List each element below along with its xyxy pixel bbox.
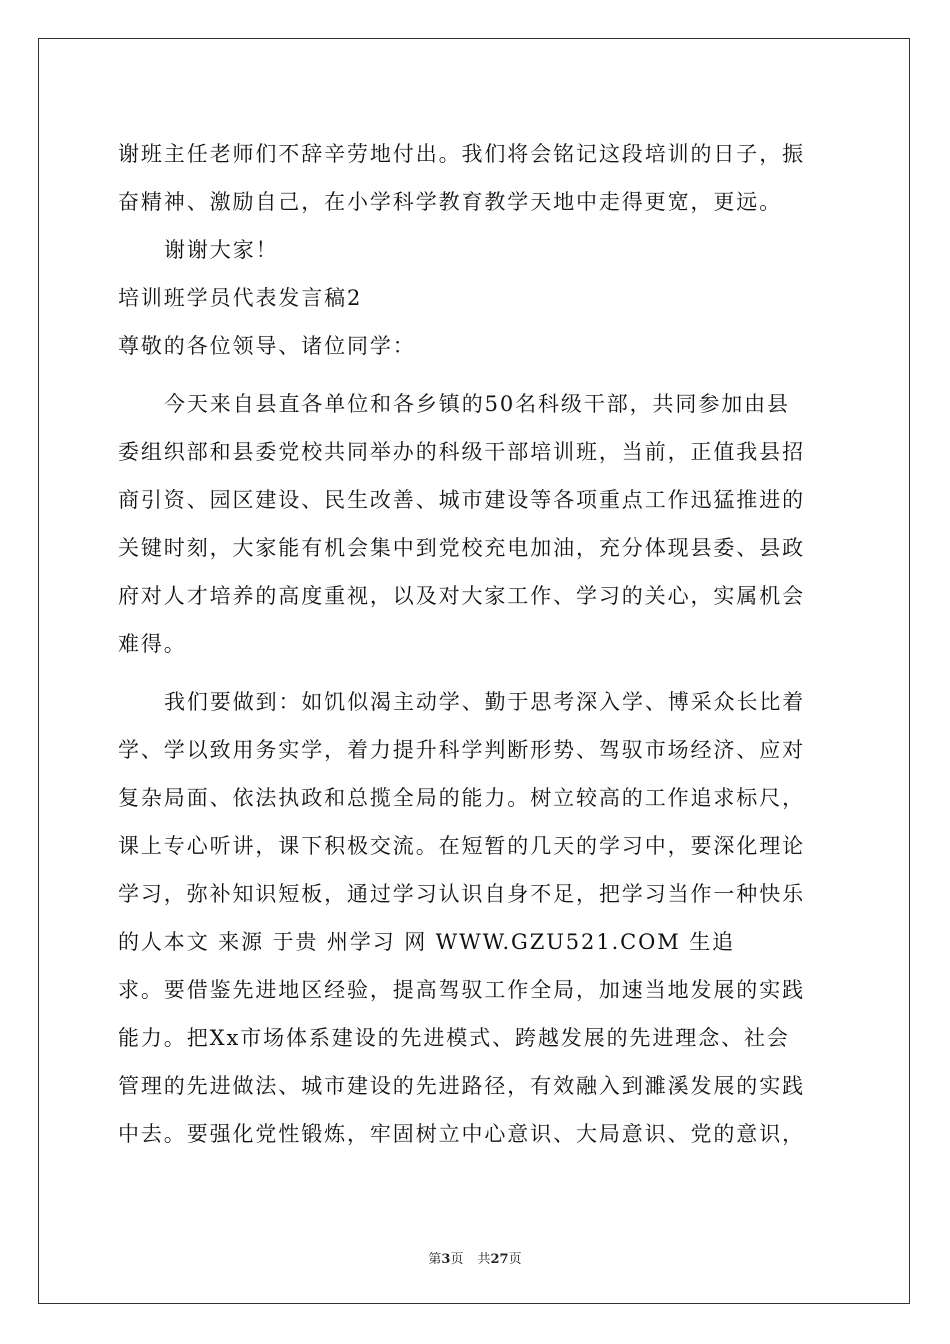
paragraph-line: 中去。要强化党性锻炼，牢固树立中心意识、大局意识、党的意识， <box>118 1122 805 1146</box>
paragraph-line: 商引资、园区建设、民生改善、城市建设等各项重点工作迅猛推进的 <box>118 488 805 512</box>
page-footer <box>0 1248 950 1267</box>
paragraph-line: 谢班主任老师们不辞辛劳地付出。我们将会铭记这段培训的日子，振 <box>118 142 805 166</box>
paragraph-line: 能力。把Xx市场体系建设的先进模式、跨越发展的先进理念、社会 <box>118 1026 790 1050</box>
section-title: 培训班学员代表发言稿2 <box>118 286 363 310</box>
paragraph-line: 我们要做到：如饥似渴主动学、勤于思考深入学、博采众长比着 <box>164 690 806 714</box>
paragraph-line: 学习，弥补知识短板，通过学习认识自身不足，把学习当作一种快乐 <box>118 882 805 906</box>
paragraph-line: 府对人才培养的高度重视，以及对大家工作、学习的关心，实属机会 <box>118 584 805 608</box>
paragraph-line: 奋精神、激励自己，在小学科学教育教学天地中走得更宽，更远。 <box>118 190 783 214</box>
paragraph-line: 课上专心听讲，课下积极交流。在短暂的几天的学习中，要深化理论 <box>118 834 805 858</box>
page-number: 3 <box>441 1252 451 1267</box>
salutation: 尊敬的各位领导、诸位同学： <box>118 334 416 358</box>
closing-thanks: 谢谢大家！ <box>164 238 279 262</box>
total-suffix: 页 <box>508 1252 522 1267</box>
paragraph-gap <box>118 370 838 380</box>
paragraph-line: 关键时刻，大家能有机会集中到党校充电加油，充分体现县委、县政 <box>118 536 805 560</box>
page-prefix: 第 <box>428 1252 442 1267</box>
paragraph-line: 管理的先进做法、城市建设的先进路径，有效融入到濉溪发展的实践 <box>118 1074 805 1098</box>
paragraph-line: 复杂局面、依法执政和总揽全局的能力。树立较高的工作追求标尺， <box>118 786 805 810</box>
paragraph-line: 难得。 <box>118 632 187 656</box>
total-pages: 27 <box>490 1252 509 1267</box>
page-suffix: 页 <box>450 1252 464 1267</box>
paragraph-line: 委组织部和县委党校共同举办的科级干部培训班，当前，正值我县招 <box>118 440 805 464</box>
document-body <box>118 130 838 1158</box>
paragraph-line: 求。要借鉴先进地区经验，提高驾驭工作全局，加速当地发展的实践 <box>118 978 805 1002</box>
paragraph-line: 今天来自县直各单位和各乡镇的50名科级干部，共同参加由县 <box>164 392 790 416</box>
total-prefix: 共 <box>477 1252 491 1267</box>
paragraph-line: 学、学以致用务实学，着力提升科学判断形势、驾驭市场经济、应对 <box>118 738 805 762</box>
paragraph-gap <box>118 668 838 678</box>
paragraph-line: 的人本文 来源 于贵 州学习 网 WWW.GZU521.COM 生追 <box>118 930 736 954</box>
